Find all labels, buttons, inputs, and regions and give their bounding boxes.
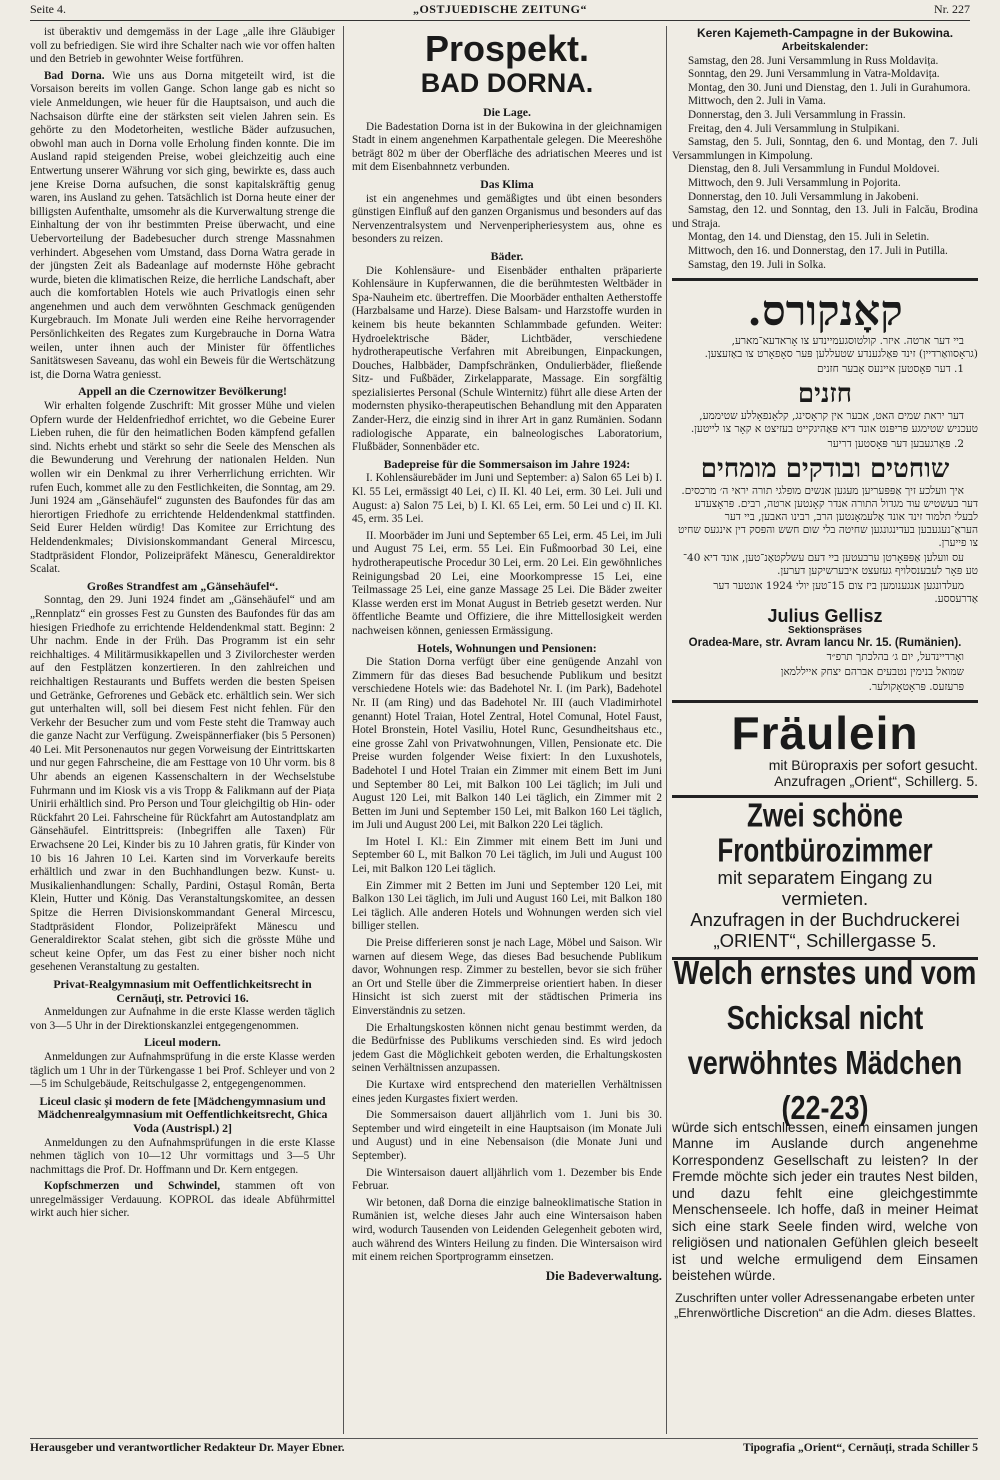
article-paragraph: Die Preise differieren sonst je nach Lage, Möbel und Saison. Wir warnen auf diesem Wege, das dieses Bad besuchende Publikum davor, Wohnungen resp. Zimmer zu bestellen, bevor sie sich früher an Ort und Stelle über die Zimmerpreise orientiert haben. In dieser Hinsicht ist sich zuerst mit der städtischen Primeria ins Einverständnis zu setzen. bbox=[352, 937, 662, 1017]
konkurs-paragraph: עס וועלען אַפּפּאָרטן ערבעטען ביי דעם עשלקטאַנ־טען, אונד דיא 40־טע פּאָר לעבענסלויף געזעצט איבערשיקען דערען. bbox=[683, 552, 978, 578]
fraulein-ad-line: Anzufragen „Orient“, Schillerg. 5. bbox=[774, 773, 978, 790]
kk-calendar-item: Montag, den 30. Juni und Dienstag, den 1. Juli in Gurahumora. bbox=[688, 81, 971, 94]
kk-calendar-item: Samstag, den 12. und Sonntag, den 13. Juli in Falcău, Brodina und Straja. bbox=[672, 204, 978, 230]
kk-subtitle: Arbeitskalender: bbox=[781, 41, 869, 53]
konkurs-paragraph: 2. פּאַרגעבען דער פּאָסטען דריער bbox=[827, 438, 964, 451]
column-rule bbox=[666, 26, 667, 1434]
hebrew-sign-line: פּרעזעס. פּראָטאָקולער. bbox=[868, 680, 964, 693]
personal-ad-heading: Welch ernstes und vom Schicksal nicht verwöhntes Mädchen (22-23) bbox=[673, 953, 977, 1127]
article-paragraph: Anmeldungen zur Aufnahmsprüfung in die erste Klasse werden täglich um 1 Uhr in der Türkengasse 1 bei Prof. Schleyer und von 2—5 im Schulgebäude, Reitschulgasse 2, entgegengenommen. bbox=[30, 1050, 335, 1091]
article-paragraph: Die Sommersaison dauert alljährlich vom 1. Juni bis 30. September und wird eingeteilt in eine Hauptsaison (im Monate Juli und August) und in eine Nebensaison (die Monate Juni und September). bbox=[352, 1109, 662, 1162]
address-line: Oradea-Mare, str. Avram Iancu Nr. 15. (Rumänien). bbox=[688, 637, 962, 650]
office-rooms-ad-heading: Zwei schöne Frontbürozimmer bbox=[717, 795, 933, 870]
prospect-title: Prospekt. bbox=[424, 28, 590, 69]
article-paragraph: Wir erhalten folgende Zuschrift: Mit grosser Mühe und vielen Opfern wurde der Heldenfriedhof errichtet, wo die Gebeine Eurer Lieben ruhen, die für den heimatlichen Boden kämpfend gefallen sind. Nichts erhebt und stärkt so sehr die Seele des Menschen als die Bewunderung und Verehrung der nationalen Helden. Nun wollen wir ein Denkmal zu ihrer Verherrlichung errichten. Wir rufen Euch, kommet alle zu den Festlichkeiten, die Sonntag, am 29. Juni 1924 am „Gänsehäufel“ zugunsten des Baufondes für das am hierortigen Friedhofe zu errichtende Heldendenkmal stattfinden. Seid Eurer Helden würdig! Das Komitee zur Errichtung des Heldendenkmales; Divisionskommandant General Mircescu, Stadtpräsident Flondor, Polizeipräfekt Mänescu, Generaldirektor Scalat. bbox=[30, 400, 335, 576]
article-heading: Privat-Realgymnasium mit Oeffentlichkeitsrecht in Cernăuți, str. Petrovici 16. bbox=[53, 976, 312, 1005]
hebrew-signature bbox=[672, 651, 978, 694]
kk-calendar-item: Samstag, den 28. Juni Versammlung in Russ Moldavița. bbox=[688, 54, 939, 67]
office-rooms-ad-line: mit separatem Eingang zu vermieten. bbox=[717, 866, 933, 909]
article-heading: Die Lage. bbox=[483, 105, 531, 119]
article-heading: Liceul clasic și modern de fete [Mädchengymnasium und Mädchenrealgymnasium mit Oeffentlichkeitsrecht, Ghica Voda (Austrispl.) 2] bbox=[37, 1093, 328, 1135]
office-rooms-ad-line: Anzufragen in der Buchdruckerei bbox=[690, 908, 960, 930]
divider bbox=[672, 700, 978, 703]
page-header bbox=[30, 2, 970, 21]
kk-calendar-item: Montag, den 14. und Dienstag, den 15. Juli in Seletin. bbox=[688, 231, 930, 244]
konkurs-paragraph: דער יראת שמים האט, אבער אין קראָסינג, קלאָנפאָללע שטיממע, טעכניש שטימגע פּריפּנט אונד דיא פּאַהיגקייט בעזיצט א קאָר צו לייטען. bbox=[690, 410, 978, 436]
prospect-body bbox=[352, 106, 662, 1265]
julius-gellisz-name: Julius Gellisz bbox=[767, 606, 883, 627]
keren-kajemeth-notice bbox=[672, 26, 978, 272]
article-paragraph: Die Erhaltungskosten können nicht genau bestimmt werden, da die Bedürfnisse des Publikums verschieden sind. Es wird jedoch jedem Gast die Möglichkeit geboten werden, die Erhaltungskosten seinen Verhältnissen anzupassen. bbox=[352, 1021, 662, 1075]
article-paragraph: II. Moorbäder im Juni und September 65 Lei, erm. 45 Lei, im Juli und August 75 Lei, erm. 55 Lei. Ein Fußmoorbad 30 Lei, eine hydrotherapeutische Procedur 30 Lei, erm. 20 Lei. Ein gewöhnliches Reinigungsbad 20 Lei, eine Moorkompresse 15 Lei, eine Teilmassage 25 Lei, eine ganze Massage 25 Lei. Die Bäder zweiter Klasse werden erst im Monat August in Betrieb gesetzt werden. Nur öffentliche Beamte und Offiziere, die ihre Mittellosigkeit werden nachweisen können, geniessen Ermässigung. bbox=[352, 529, 662, 637]
middle-column-prospectus bbox=[352, 26, 662, 1434]
article-heading: Hotels, Wohnungen und Pensionen: bbox=[417, 640, 597, 655]
prospect-signature: Die Badeverwaltung. bbox=[545, 1267, 662, 1283]
personal-ad-contact: Zuschriften unter voller Adressenangabe erbeten unter „Ehrenwörtliche Discretion“ an die Adm. dieses Blattes. bbox=[674, 1290, 976, 1320]
article-paragraph: Die Station Dorna verfügt über eine genügende Anzahl von Zimmern für das dieses Bad besuchende Publikum und besitzt verschiedene Hotels wie: das Badehotel Nr. I. (im Park), Badehotel Nr. II (am Ring) und das Badehotel Nr. III (auch Vladimirhotel genannt) Hotel Traian, Hotel Zentral, Hotel Comunal, Hotel Faust, Hotel Bronstein, Hotel Vasiliu, Hotel Runc, Gesundheitshaus etc., eine grosse Zahl von Privatwohnungen, Villen, Pensionate etc. Die Preise wurden folgender Weise fixiert: In den Luxushotels, Badehotel I und Hotel Traian ein Zimmer mit einem Bett im Juni und September 80 Lei, mit Balkon 100 Lei täglich; im Juli und August 120 Lei, mit Balkon 140 Lei täglich, ein Zimmer mit 2 Betten im Juni und September 150 Lei, mit Balkon 160 Lei täglich, im Juli und August 200 Lei, mit Balkon 220 Lei täglich. bbox=[352, 656, 662, 832]
fraulein-ad-line: mit Büropraxis per sofort gesucht. bbox=[768, 757, 978, 774]
article-heading: Badepreise für die Sommersaison im Jahre 1924: bbox=[383, 456, 631, 471]
article-paragraph bbox=[30, 1180, 335, 1221]
kk-calendar-item: Donnerstag, den 3. Juli Versammlung in Frassin. bbox=[688, 108, 906, 121]
hebrew-sign-line: ואָרדיינדעל, יום ג׳ בהלכתך תרפ״ד bbox=[826, 650, 964, 663]
sektion-title: Sektionspräses bbox=[788, 624, 862, 636]
article-paragraph: Wir betonen, daß Dorna die einzige balneoklimatische Station in Rumänien ist, welche dieses Jahr auch eine Wintersaison haben wird, wodurch Tausenden von Leidenden Gelegenheit geboten wird, auch während des Winters Heilung zu finden. Die Wintersaison wird mit einem reichen Sportprogramm einsetzen. bbox=[352, 1196, 662, 1264]
kk-title: Keren Kajemeth-Campagne in der Bukowina. bbox=[696, 26, 954, 40]
article-heading: Appell an die Czernowitzer Bevölkerung! bbox=[78, 384, 287, 399]
article-paragraph: Ein Zimmer mit 2 Betten im Juni und September 120 Lei, mit Balkon 130 Lei täglich, im Juli und August 160 Lei, mit Balkon 180 Lei täglich. Alle anderen Hotels und Wohnungen werden sich viel billiger stellen. bbox=[352, 879, 662, 933]
kk-calendar-item: Mittwoch, den 9. Juli Versammlung in Pojorita. bbox=[688, 176, 901, 189]
konkurs-paragraph: איך וועלכע זיך אַפּפּעריען מעגען אנשים מופלגי תורה יראי ה׳ מרכסים. דער בעשטיש עוד מגדול התורה אנדר קאָנטען ארטה, רבים. פּראָצעדע לבעלי תלמוד זינד אונד אַלעמאָנטען הרב, רבינו האבען, ביי דער העראַ־נעגעבען בעדינגונגען שחיטה בלי שום חשש והפּסק דין אינגעס שחיט צו פייערן. bbox=[678, 485, 978, 550]
article-heading: Großes Strandfest am „Gänsehäufel“. bbox=[86, 578, 279, 593]
konkurs-chazanim-heading: חזנים bbox=[797, 379, 853, 410]
article-paragraph: Im Hotel I. Kl.: Ein Zimmer mit einem Bett im Juni und September 60 L, mit Balkon 70 Lei täglich, im Juli und August 100 Lei, mit Balkon 120 Lei täglich. bbox=[352, 835, 662, 876]
kk-calendar-item: Mittwoch, den 16. und Donnerstag, den 17. Juli in Putilla. bbox=[688, 244, 948, 257]
divider bbox=[672, 278, 978, 281]
article-heading: Das Klima bbox=[480, 176, 534, 191]
left-column-news bbox=[30, 26, 335, 1434]
article-paragraph: Die Kohlensäure- und Eisenbäder enthalten präparierte Kohlensäure in Kupferwannen, die die berühmtesten Weltbäder in Spa-Nauheim etc. übertreffen. Die Moorbäder enthalten Aetherstoffe (Harzbalsame und Harze). Diese Balsam- und Harzstoffe wurden in keinem bis heute bekannten Schlammbade gefunden. Weiter: Hydroelektrische Bäder, Lichtbäder, verschiedene hydrotherapeutische Verfahren mit Abreibungen, Einpackungen, Douches, Halbbäder, Dampfschränken, Ondulierbäder, fließende Sitz- und Fußbäder, Zirkelapparate, Massage. Ein sorgfältig spezialisiertes Personal (Schule Winternitz) führt alle diese Arten der modernsten physiko-therapeutischen Behandlung mit den Apparaten Zander-Herz, die einzig sind in ihrer Art in ganz Rumänien. Sodann radiologische Apparate, ein balneologisches Laboratorium, Flußbäder, Sonnenbäder etc. bbox=[352, 264, 662, 454]
article-text: stammen oft von unregelmässiger Verdauung. KOPROL das ideale Abführmittel wirkt auch hier sicher. bbox=[30, 1180, 335, 1220]
personal-ad-body: würde sich entschliessen, einem einsamen jungen Manne im Auslande durch angenehme Korrespondenz Gesellschaft zu leisten? In der Fremde möchte sich jeder ein trautes Nest bilden, und dazu fehlt eine gleichgestimmte Menschenseele. Ich hoffe, daß in meiner Heimat sich eine stark Seele finden wird, welche von religiösen und nationalen Gefühlen gleich beseelt ist und welche ermuligend dem Einsamen beistehen würde. bbox=[672, 1119, 978, 1284]
konkurs-paragraph: 1. דער פּאָסטען איינעס אָבער חזנים bbox=[816, 363, 964, 376]
page-label: Seite 4. bbox=[30, 2, 66, 16]
kk-calendar-item: Freitag, den 4. Juli Versammlung in Stulpikani. bbox=[688, 122, 900, 135]
article-heading: Bäder. bbox=[490, 248, 524, 263]
konkurs-shochtim-heading: שוחטים ובודקים מומחים bbox=[700, 454, 950, 485]
article-paragraph: Die Kurtaxe wird entsprechend den materiellen Verhältnissen eines jeden Kurgastes fixiert werden. bbox=[352, 1078, 662, 1105]
konkurs-title: קאָנקורס. bbox=[747, 286, 903, 336]
issue-number: Nr. 227 bbox=[933, 2, 970, 16]
article-paragraph: Die Badestation Dorna ist in der Bukowina in der gleichnamigen Stadt in einem angenehmen Karpathentale gelegen. Die Meereshöhe beträgt 802 m über der Oberfläche des adriatischen Meeres und ist mit dem Eisenbahnnetz verbunden. bbox=[352, 120, 662, 174]
kk-calendar-item: Mittwoch, den 2. Juli in Vama. bbox=[688, 95, 826, 108]
article-paragraph: Anmeldungen zur Aufnahme in die erste Klasse werden täglich von 3—5 Uhr in der Direktionskanzlei entgegengenommen. bbox=[30, 1006, 335, 1032]
kk-calendar-item: Donnerstag, den 10. Juli Versammlung in Jakobeni. bbox=[688, 190, 919, 203]
page-footer bbox=[30, 1438, 978, 1454]
article-lead: Kopfschmerzen und Schwindel, bbox=[44, 1180, 221, 1193]
prospect-subtitle: BAD DORNA. bbox=[420, 68, 594, 98]
article-paragraph: Anmeldungen zu den Aufnahmsprüfungen in die erste Klasse nehmen täglich von 10—12 Uhr vormittags und 3—5 Uhr nachmittags die Prof. Dr. Hoffmann und Dr. Kern entgegen. bbox=[30, 1136, 335, 1176]
printer-line: Tipografia „Orient“, Cernăuți, strada Schiller 5 bbox=[743, 1442, 978, 1454]
editor-line: Herausgeber und verantwortlicher Redakteur Dr. Mayer Ebner. bbox=[30, 1442, 345, 1454]
kk-calendar-item: Samstag, den 19. Juli in Solka. bbox=[688, 258, 826, 271]
article-paragraph bbox=[30, 70, 335, 383]
kk-calendar-list bbox=[672, 55, 978, 273]
article-heading: Liceul modern. bbox=[144, 1035, 221, 1050]
kk-calendar-item: Dienstag, den 8. Juli Versammlung in Fundul Moldovei. bbox=[688, 163, 940, 176]
kk-calendar-item: Sonntag, den 29. Juni Versammlung in Vatra-Moldavița. bbox=[688, 68, 940, 81]
kk-calendar-item: Samstag, den 5. Juli, Sonntag, den 6. und Montag, den 7. Juli Versammlungen in Kimpolung. bbox=[672, 136, 978, 162]
konkurs-paragraph: ביי דער ארטה. איזר. קולטוסגעמיינדע צו אָראדעא־מארע, (גראָסוואַרדיין) זינד פּאַלגענדע שטעללען פּער סאָפאָרט צו באַזעצען. bbox=[704, 335, 978, 361]
fraulein-ad-heading: Fräulein bbox=[731, 706, 919, 759]
konkurs-paragraph: מעלדונגען אנגענומען ביז צום 15־טען יולי 1924 אונטער דער אַדרעססע. bbox=[713, 580, 978, 606]
column-rule bbox=[343, 26, 344, 1434]
article-paragraph: ist ein angenehmes und gemäßigtes und übt einen besonders günstigen Einfluß auf den ganzen Organismus und besonders auf das Nervenzentralsystem und Nervenperipheriesystem aus, ohne es besonders zu reizen. bbox=[352, 192, 662, 246]
article-lead: Bad Dorna. bbox=[44, 69, 105, 82]
article-text: Wie uns aus Dorna mitgeteilt wird, ist die Vorsaison bereits im vollen Gange. Schon lange gab es nicht so viele Anmeldungen, wie heuer für die Hauptsaison, und auch die Nachsaison dürfte eine der stärksten seit vielen Jahren sein. Es gehörte zu den Modetorheiten, westliche Bäder aufzusuchen, obwohl man auch in Dorna volle Erholung finden konnte. Die im Ausland rapid steigenden Preise, wobei gleichzeitig auch eine Entwertung unserer Währung vor sich ging, bewirkte es, dass auch jene Kreise Dorna aufsuchen, die sonst kapitalskräftig genug waren, ins Ausland zu gehen. Tatsächlich ist Dorna heute einer der billigsten Aufenthalte, umsomehr als die Kurverwaltung strenge die Einhaltung der von ihr bestimmten Preise überwacht, und eine Uebervorteilung der Badebesucher durch strenge Massnahmen verhindert. Abgesehen vom Umstand, dass Dorna Watra gerade in der jüngsten Zeit als Badeanlage auf modernste Höhe gebracht wurde, bieten die klimatischen Reize, die herrliche Landschaft, aber auch die komfortablen Hotels wie auch Privatlogis einen sehr angenehmen und auch dem verwöhnten Geschmack genügenden Kurgebrauch. Im Monate Juli werden eine Reihe hervorragender Persönlichkeiten des Regates zum Kurgebrauche in Dorna Watra weilen, unter ihnen auch der Minister für öffentliches Sanitätswesen Saveanu, das wohl ein Beweis für die Wertschätzung ist, die Dorna Watra geniesst. bbox=[30, 69, 335, 381]
office-rooms-ad-line: „ORIENT“, Schillergasse 5. bbox=[713, 929, 937, 951]
hebrew-sign-line: שמואל בנימין נטבעים אברהם יצחק אייללמאן bbox=[780, 665, 964, 678]
article-paragraph: ist überaktiv und demgemäss in der Lage „alle ihre Gläubiger voll zu befriedigen. Sie wird ihre Schalter nach wie vor offen halten und den Betrieb in gewohnter Weise fortführen. bbox=[30, 26, 335, 66]
article-paragraph: I. Kohlensäurebäder im Juni und September: a) Salon 65 Lei b) I. Kl. 55 Lei, ermässigt 40 Lei, c) II. Kl. 40 Lei, erm. 30 Lei. Juli und August: a) Salon 75 Lei, b) I. Kl. 65 Lei, erm. 50 Lei und c) II. Kl. 45, erm. 35 Lei. bbox=[352, 472, 662, 526]
right-column-ads bbox=[672, 26, 978, 1434]
article-paragraph: Sonntag, den 29. Juni 1924 findet am „Gänsehäufel“ und am „Rennplatz“ ein grosses Fest zu Gunsten des Baufondes für das am hiesigen Friedhofe zu errichtende Heldendenkmal statt. Beginn: 2 Uhr nachm. Ende in der Früh. Das Programm ist ein sehr reichhaltiges. 4 Militärmusikkapellen und 3 Zivilorchester werden auf den Festplätzen konzertieren. In den zahlreichen und reichhaltigen Restaurants und Buffets werden die besten Speisen und Getränke, Gefrorenes und Gebäck etc. erhältlich sein. Wer sich gut unterhalten will, soll bei diesem Fest nicht fehlen. Für den Verkehr der Besucher zum und vom Feste steht die Tramway auch die ganze Nacht zur Verfügung. Zweispännerfiaker (bis 5 Personen) 40 Lei. Mit Personenautos nur gegen Vorweisung der Eintrittskarten und nur gegen Fahrscheine, die am Festtage von 10 Uhr vorm. bis 8 Uhr abends an eigenen Kassenschaltern in der Wechselstube Fuhrmann und im Kiosk vis a vis Tropp & Falikmann auf der Piața Unirii erhältlich sind. Pro Person und Tour gleichgiltig ob Hin- oder Rückfahrt 20 Lei. Fahrscheine für Rückfahrt am Autostandplatz am Gänsehäufel. Eintrittspreis: (Inbegriffen alle Taxen) Für Erwachsene 20 Lei, Kinder bis zu 10 Jahren gratis, für Kinder von 10 bis 16 Jahren 10 Lei. Karten sind im Vorverkaufe bereits erhältlich und zwar in den Buchhandlungen bezw. Kunst- u. Musikalienhandlungen: Schally, Pardini, Ostașul Român, Berta Klein, Hutter und König. Das Veranstaltungskomitee, an dessen Spitze die Herren Divisionskommandant General Mircescu, Stadtpräsident Flondor, Polizeipräfekt Mänescu und Generaldirektor Scalat stehen, gibt sich die grösste Mühe und scheut keine Opfer, um das Fest zu einer bisher noch nicht gesehenen Veranstaltung zu gestalten. bbox=[30, 594, 335, 974]
hebrew-konkurs-ad bbox=[672, 287, 978, 606]
article-paragraph: Die Wintersaison dauert alljährlich vom 1. Dezember bis Ende Februar. bbox=[352, 1166, 662, 1193]
newspaper-title: „OSTJUEDISCHE ZEITUNG“ bbox=[412, 2, 588, 16]
